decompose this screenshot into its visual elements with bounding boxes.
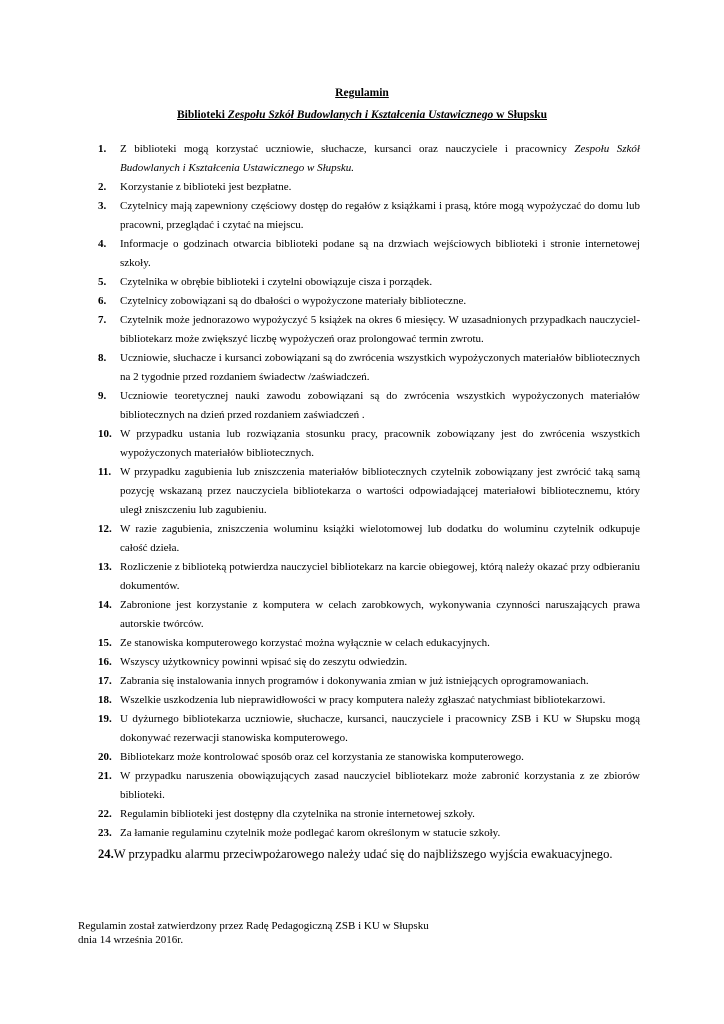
rule-text: Uczniowie teoretycznej nauki zawodu zobowiązani są do zwrócenia wszystkich wypożyczonych materiałów bibliotecznych na dzień przed rozdaniem zaświadczeń . (120, 390, 640, 421)
rule-text: Za łamanie regulaminu czytelnik może podlegać karom określonym w statucie szkoły. (120, 827, 501, 839)
rule-item (98, 425, 640, 463)
rule-item (98, 178, 640, 197)
rule-text: W przypadku alarmu przeciwpożarowego należy udać się do najbliższego wyjścia ewakuacyjnego. (113, 847, 613, 861)
rule-number: 12. (98, 523, 112, 535)
rule-number: 15. (98, 637, 112, 649)
rule-number: 20. (98, 751, 112, 763)
rule-number: 16. (98, 656, 112, 668)
rule-text: Z biblioteki mogą korzystać uczniowie, słuchacze, kursanci oraz nauczyciele i pracownicy (120, 143, 575, 155)
rule-item (98, 311, 640, 349)
rule-number: 18. (98, 694, 112, 706)
rule-number: 23. (98, 827, 112, 839)
rule-item (98, 634, 640, 653)
rule-item (98, 140, 640, 178)
rule-text: Rozliczenie z biblioteką potwierdza nauczyciel bibliotekarz na karcie obiegowej, którą należy okazać przy odbieraniu dokumentów. (120, 561, 640, 592)
rule-item (98, 349, 640, 387)
rule-item (98, 824, 640, 843)
rule-number: 22. (98, 808, 112, 820)
rule-number: 14. (98, 599, 112, 611)
rule-item (98, 273, 640, 292)
rule-item (98, 292, 640, 311)
rule-text: Wszyscy użytkownicy powinni wpisać się do zeszytu odwiedzin. (120, 656, 408, 668)
rule-text: Zabronione jest korzystanie z komputera w celach zarobkowych, wykonywania czynności naruszających prawa autorskie twórców. (120, 599, 640, 630)
rule-text: Informacje o godzinach otwarcia biblioteki podane są na drzwiach wejściowych biblioteki i stronie internetowej szkoły. (120, 238, 640, 269)
document-title: Regulamin (335, 87, 389, 99)
rule-text: W przypadku ustania lub rozwiązania stosunku pracy, pracownik zobowiązany jest do zwrócenia wszystkich wypożyczonych materiałów bibliotecznych. (120, 428, 640, 459)
rule-text: Korzystanie z biblioteki jest bezpłatne. (120, 181, 292, 193)
rule-text: Regulamin biblioteki jest dostępny dla czytelnika na stronie internetowej szkoły. (120, 808, 475, 820)
rule-text: Czytelnika w obrębie biblioteki i czytelni obowiązuje cisza i porządek. (120, 276, 433, 288)
rule-text: Czytelnik może jednorazowo wypożyczyć 5 książek na okres 6 miesięcy. W uzasadnionych przypadkach nauczyciel-bibliotekarz może zwiększyć liczbę wypożyczeń oraz prolongować termin zwrotu. (120, 314, 640, 345)
rule-text: Uczniowie, słuchacze i kursanci zobowiązani są do zwrócenia wszystkich wypożyczonych materiałów bibliotecznych na 2 tygodnie przed rozdaniem świadectw /zaświadczeń. (120, 352, 640, 383)
rule-text: Czytelnicy zobowiązani są do dbałości o wypożyczone materiały biblioteczne. (120, 295, 467, 307)
rule-text: Czytelnicy mają zapewniony częściowy dostęp do regałów z książkami i prasą, które mogą wypożyczać do domu lub pracowni, przeglądać i czytać na miejscu. (120, 200, 640, 231)
rule-number: 17. (98, 675, 112, 687)
rule-item (98, 197, 640, 235)
rule-item (98, 235, 640, 273)
rule-text: Zabrania się instalowania innych programów i dokonywania zmian w już istniejących oprogramowaniach. (120, 675, 589, 687)
rule-text: Wszelkie uszkodzenia lub nieprawidłowości w pracy komputera należy zgłaszać natychmiast bibliotekarzowi. (120, 694, 606, 706)
rule-item (98, 596, 640, 634)
rule-item (98, 767, 640, 805)
rule-text: Bibliotekarz może kontrolować sposób oraz cel korzystania ze stanowiska komputerowego. (120, 751, 524, 763)
rule-text: U dyżurnego bibliotekarza uczniowie, słuchacze, kursanci, nauczyciele i pracownicy ZSB i KU w Słupsku mogą dokonywać rezerwacji stanowiska komputerowego. (120, 713, 640, 744)
rule-item (98, 653, 640, 672)
rule-text-italic: Zespołu Szkół Budowlanych i Kształcenia Ustawicznego w Słupsku. (120, 143, 640, 174)
rule-number: 11. (98, 466, 112, 478)
rule-number: 13. (98, 561, 112, 573)
approval-date: dnia 14 września 2016r. (78, 934, 184, 946)
rule-number: 7. (98, 314, 107, 326)
rule-number: 10. (98, 428, 112, 440)
document-subtitle (0, 109, 724, 121)
rule-item (98, 691, 640, 710)
rule-number: 3. (98, 200, 107, 212)
rule-number: 6. (98, 295, 107, 307)
rules-list (98, 140, 640, 864)
rule-item (98, 520, 640, 558)
rule-text: W razie zagubienia, zniszczenia woluminu książki wielotomowej lub dodatku do woluminu czytelnik odkupuje całość dzieła. (120, 523, 640, 554)
rule-number: 2. (98, 181, 107, 193)
approval-note (78, 919, 429, 947)
rule-number: 1. (98, 143, 107, 155)
rule-item (98, 387, 640, 425)
rule-number: 5. (98, 276, 107, 288)
subtitle-prefix: Biblioteki (176, 109, 228, 121)
rule-item (98, 710, 640, 748)
rule-number: 24. (98, 847, 114, 861)
subtitle-suffix: w Słupsku (493, 109, 548, 121)
rule-item (98, 805, 640, 824)
rule-text: Ze stanowiska komputerowego korzystać można wyłącznie w celach edukacyjnych. (120, 637, 490, 649)
rule-item (98, 672, 640, 691)
rule-number: 9. (98, 390, 107, 402)
subtitle-italic: Zespołu Szkół Budowlanych i Kształcenia Ustawicznego (227, 109, 494, 121)
approval-line: Regulamin został zatwierdzony przez Radę Pedagogiczną ZSB i KU w Słupsku (78, 920, 429, 932)
rule-text: W przypadku zagubienia lub zniszczenia materiałów bibliotecznych czytelnik zobowiązany jest zwrócić taką samą pozycję wskazaną przez nauczyciela bibliotekarza o wartości odpowiadającej materiałowi bibliotecznemu, który uległ zniszczeniu lub zagubieniu. (120, 466, 640, 516)
rule-item (98, 844, 640, 864)
rule-number: 21. (98, 770, 112, 782)
rule-text: W przypadku naruszenia obowiązujących zasad nauczyciel bibliotekarz może zabronić korzystania z ze zbiorów biblioteki. (120, 770, 640, 801)
rule-number: 19. (98, 713, 112, 725)
rule-item (98, 748, 640, 767)
rule-item (98, 463, 640, 520)
rule-number: 4. (98, 238, 107, 250)
rule-number: 8. (98, 352, 107, 364)
rule-item (98, 558, 640, 596)
